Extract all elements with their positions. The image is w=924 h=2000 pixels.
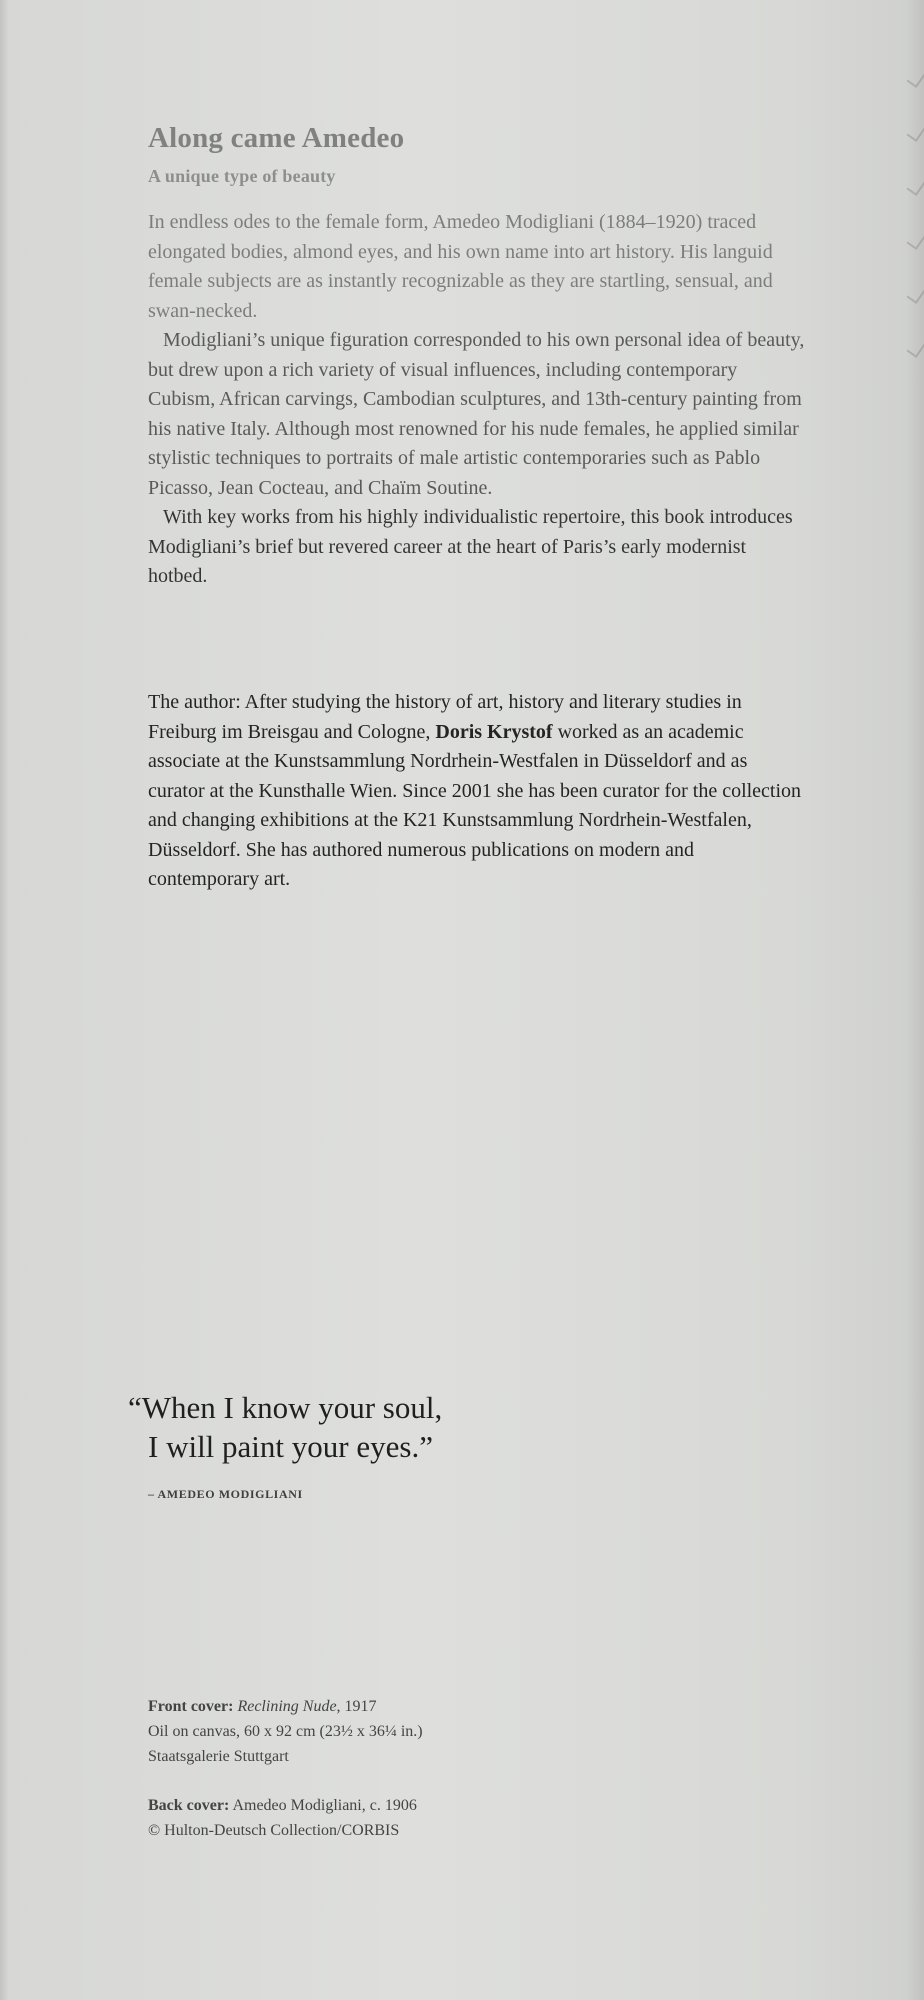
- author-rest: worked as an academic associate at the Kunstsammlung Nordrhein-Westfalen in Düsseldorf and as curator at the Kunsthalle Wien. Since 2001 she has been curator for the collection and changing exhibitions at the K21 Kunstsammlung Nordrhein-Westfalen, Düsseldorf. She has authored numerous publications on modern and contemporary art.: [148, 720, 802, 890]
- author-intro: The author: After studying the history of art, history and literary studies in Freiburg im Breisgau and Cologne,: [148, 691, 742, 743]
- cover-credits: [148, 1694, 668, 1867]
- back-cover-text: Amedeo Modigliani, c. 1906: [232, 1797, 417, 1814]
- back-cover-label: Back cover:: [148, 1797, 230, 1814]
- back-cover-source: © Hulton-Deutsch Collection/CORBIS: [148, 1822, 400, 1839]
- edge-tick: [906, 68, 924, 88]
- front-cover-medium: Oil on canvas, 60 x 92 cm (23½ x 36¼ in.): [148, 1723, 423, 1740]
- front-cover-location: Staatsgalerie Stuttgart: [148, 1748, 289, 1765]
- author-bio: [148, 688, 808, 895]
- front-cover-line: [148, 1694, 668, 1719]
- description-paragraph: In endless odes to the female form, Amedeo Modigliani (1884–1920) traced elongated bodies, almond eyes, and his own name into art history. His languid female subjects are as instantly recognizable as they are startling, sensual, and swan-necked.: [148, 211, 773, 322]
- edge-tick: [906, 122, 924, 142]
- description-paragraph: Modigliani’s unique figuration corresponded to his own personal idea of beauty, but drew upon a rich variety of visual influences, including contemporary Cubism, African carvings, Cambodian sculptures, and 13th-century painting from his native Italy. Although most renowned for his nude females, he applied similar stylistic techniques to portraits of male artistic contemporaries such as Pablo Picasso, Jean Cocteau, and Chaïm Soutine.: [148, 329, 805, 499]
- page-title: Along came Amedeo: [148, 122, 405, 154]
- front-cover-credit: [148, 1694, 668, 1769]
- author-name: Doris Krystof: [435, 720, 553, 743]
- right-page-edge: [906, 0, 924, 2000]
- edge-tick: [906, 338, 924, 358]
- edge-tick: [906, 176, 924, 196]
- page-subtitle: A unique type of beauty: [148, 166, 336, 186]
- front-cover-year: , 1917: [336, 1698, 377, 1715]
- left-page-edge: [0, 0, 8, 2000]
- description-paragraph: With key works from his highly individualistic repertoire, this book introduces Modigliani’s brief but revered career at the heart of Paris’s early modernist hotbed.: [148, 506, 793, 587]
- front-cover-label: Front cover:: [148, 1698, 234, 1715]
- edge-tick: [906, 284, 924, 304]
- description-text: [148, 208, 808, 592]
- back-cover-line: [148, 1793, 668, 1818]
- quote-block: [128, 1388, 648, 1466]
- edge-tick: [906, 230, 924, 250]
- quote-attribution: – AMEDEO MODIGLIANI: [148, 1487, 303, 1501]
- back-cover-credit: [148, 1793, 668, 1843]
- quote-line: “When I know your soul,: [128, 1390, 443, 1425]
- quote-line: I will paint your eyes.”: [148, 1429, 433, 1464]
- front-cover-title: Reclining Nude: [237, 1698, 337, 1715]
